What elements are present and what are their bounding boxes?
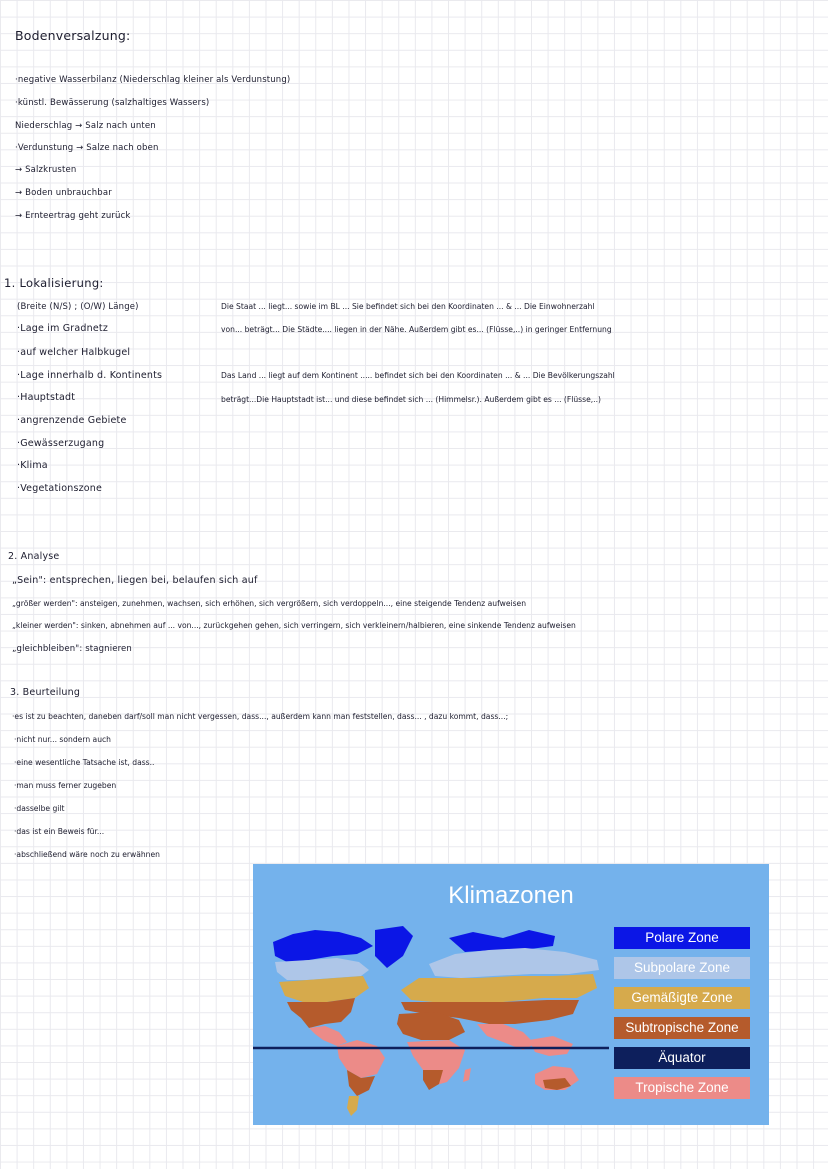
analysis-line: „kleiner werden": sinken, abnehmen auf ... von..., zurückgehen gehen, sich verringern, sich verkleinern/halbieren, eine sinkende Tendenz aufweisen	[12, 621, 576, 630]
assessment-line: ·es ist zu beachten, daneben darf/soll man nicht vergessen, dass..., außerdem kann man feststellen, dass... , dazu kommt, dass...;	[12, 712, 509, 721]
legend-temperate-zone: Gemäßigte Zone	[614, 987, 750, 1009]
country-template-line: beträgt...Die Hauptstadt ist... und diese befindet sich ... (Himmelsr.). Außerdem gibt es ... (Flüsse,..)	[221, 395, 601, 404]
localization-heading: 1. Lokalisierung:	[4, 276, 104, 290]
africa-south-subtropical	[423, 1070, 443, 1090]
north-america-subtropical	[287, 998, 355, 1028]
localization-item: ·Hauptstadt	[17, 392, 76, 403]
eurasia-subpolar	[429, 948, 599, 978]
central-america-tropical	[309, 1026, 347, 1046]
legend-subpolar-zone: Subpolare Zone	[614, 957, 750, 979]
southeast-asia-tropical	[529, 1036, 573, 1056]
analysis-line: „größer werden": ansteigen, zunehmen, wachsen, sich erhöhen, sich vergrößern, sich verdoppeln..., eine steigende Tendenz aufweisen	[12, 599, 527, 608]
soil-salinization-heading: Bodenversalzung:	[15, 28, 131, 43]
soil-line: → Ernteertrag geht zurück	[15, 211, 131, 221]
assessment-line: ·abschließend wäre noch zu erwähnen	[14, 850, 160, 859]
eurasia-temperate	[401, 974, 597, 1002]
climate-zones-map	[253, 864, 769, 1125]
country-template-line: Das Land ... liegt auf dem Kontinent ..... befindet sich bei den Koordinaten ... & ... Die Bevölkerungszahl	[221, 371, 615, 380]
assessment-line: ·das ist ein Beweis für...	[14, 827, 105, 836]
soil-line: ·negative Wasserbilanz (Niederschlag kleiner als Verdunstung)	[15, 75, 291, 85]
localization-item: ·auf welcher Halbkugel	[17, 347, 131, 358]
assessment-line: ·dasselbe gilt	[14, 804, 65, 813]
localization-item: ·Gewässerzugang	[17, 438, 105, 449]
localization-item: ·angrenzende Gebiete	[17, 415, 127, 426]
state-template-line: Die Staat ... liegt... sowie im BL ... Sie befindet sich bei den Koordinaten ... & ... Die Einwohnerzahl	[221, 302, 595, 311]
analysis-line: „gleichbleiben": stagnieren	[12, 644, 132, 654]
legend-tropical-zone: Tropische Zone	[614, 1077, 750, 1099]
soil-line: Niederschlag → Salz nach unten	[15, 121, 156, 131]
localization-item: ·Klima	[17, 460, 48, 471]
south-america-temperate	[347, 1096, 359, 1116]
assessment-line: ·man muss ferner zugeben	[14, 781, 117, 790]
soil-line: ·Verdunstung → Salze nach oben	[15, 143, 159, 153]
eurasia-polar	[449, 930, 555, 952]
legend-subtropical-zone: Subtropische Zone	[614, 1017, 750, 1039]
localization-item: ·Lage innerhalb d. Kontinents	[17, 370, 163, 381]
legend-equator: Äquator	[614, 1047, 750, 1069]
assessment-line: ·eine wesentliche Tatsache ist, dass..	[14, 758, 155, 767]
north-america-polar	[273, 930, 373, 962]
assessment-line: ·nicht nur... sondern auch	[14, 735, 111, 744]
south-america-tropical	[337, 1040, 385, 1078]
soil-line: → Salzkrusten	[15, 165, 77, 175]
legend-polar-zone: Polare Zone	[614, 927, 750, 949]
localization-item: ·Lage im Gradnetz	[17, 323, 109, 334]
madagascar	[463, 1068, 471, 1082]
state-template-line: von... beträgt... Die Städte.... liegen in der Nähe. Außerdem gibt es... (Flüsse,..) in geringer Entfernung	[221, 325, 612, 334]
localization-item: ·Vegetationszone	[17, 483, 103, 494]
map-title: Klimazonen	[448, 882, 574, 909]
greenland	[375, 926, 413, 968]
assessment-heading: 3. Beurteilung	[10, 687, 81, 698]
analysis-heading: 2. Analyse	[8, 551, 60, 562]
localization-item: (Breite (N/S) ; (O/W) Länge)	[17, 302, 139, 312]
analysis-line: „Sein": entsprechen, liegen bei, belaufen sich auf	[12, 575, 258, 586]
south-asia-tropical	[477, 1024, 535, 1050]
soil-line: ·künstl. Bewässerung (salzhaltiges Wassers)	[15, 98, 210, 108]
soil-line: → Boden unbrauchbar	[15, 188, 112, 198]
